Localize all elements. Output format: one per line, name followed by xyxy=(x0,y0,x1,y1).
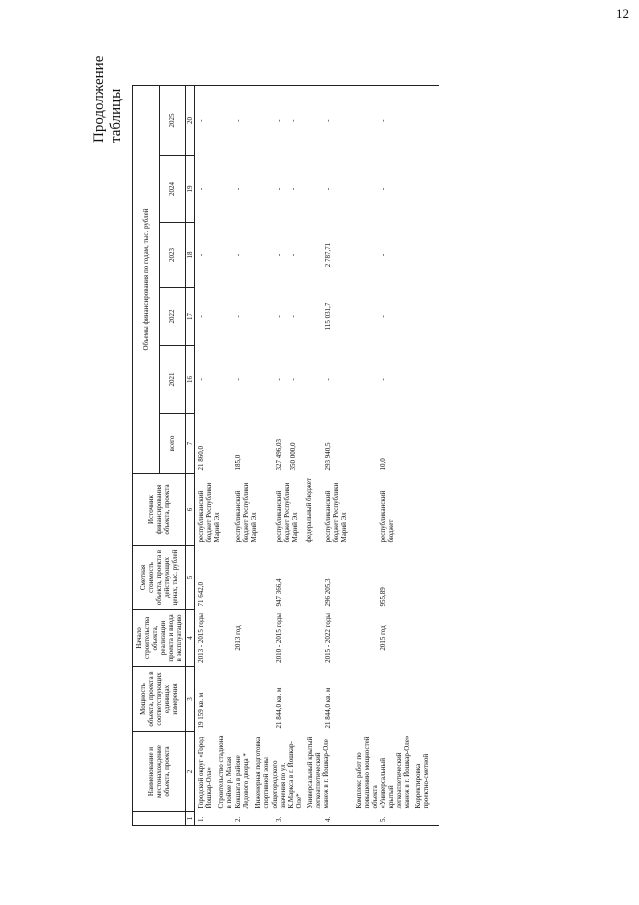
funding-y2025: - xyxy=(379,119,388,122)
object-capacity xyxy=(234,670,272,729)
row-number: 2. xyxy=(234,816,243,822)
funding-y2024: - xyxy=(275,187,284,191)
column-number-row xyxy=(186,86,195,826)
year-block xyxy=(234,349,272,411)
object-cost: 71 642,0 xyxy=(197,582,206,607)
funding-source: республиканский бюджет Республики Марий Эл xyxy=(275,482,300,543)
total-block xyxy=(379,417,399,471)
body-num-cell xyxy=(195,812,439,826)
funding-total: 21 860,0 xyxy=(197,446,206,471)
funding-source: республиканский бюджет Республики Марий Эл xyxy=(324,482,349,543)
page-number: 12 xyxy=(616,6,629,21)
funding-y2022: - xyxy=(197,315,206,318)
object-name: Корректировка проектно-сметной xyxy=(414,753,431,809)
funding-y2021: - xyxy=(197,378,206,381)
object-name: Инженерная подготовка спортивной зоны общегородского значения по ул. К.Маркса в г. Йошкар-Оле* xyxy=(254,736,303,809)
sources-block xyxy=(275,477,321,543)
header-cell-start: Начало строительства объекта, реализации проекта и ввода в эксплуатацию xyxy=(133,610,186,667)
object-capacity: 19 159 кв. м xyxy=(197,692,206,729)
col-number: 6 xyxy=(186,474,195,546)
year-block xyxy=(379,89,399,153)
year-block xyxy=(197,291,231,343)
object-name: Универсальный крытый легкоатлетический манеж в г. Йошкар-Оле xyxy=(305,736,330,809)
funding-y2021: - xyxy=(275,378,284,381)
funding-y2023: - xyxy=(197,253,206,257)
col-number: 2 xyxy=(186,732,195,812)
funding-source: республиканский бюджет xyxy=(379,490,396,543)
funding-y2023: - xyxy=(275,253,284,257)
object-start: 2015 год xyxy=(379,625,388,651)
object-name: Строительство стадиона в пойме р. Малая Кокшага в районе Ледового дворца * xyxy=(217,735,250,809)
object-capacity xyxy=(379,670,399,729)
funding-y2023: - xyxy=(289,253,298,257)
funding-total: 350 000,0 xyxy=(289,442,298,471)
year-block xyxy=(275,349,321,411)
object-start: 2013 год xyxy=(234,625,243,651)
sources-block xyxy=(197,477,231,543)
year-block xyxy=(324,349,376,411)
object-start: 2013 - 2015 годы xyxy=(197,613,206,663)
funding-y2022: - xyxy=(289,315,298,318)
year-block xyxy=(379,159,399,220)
year-block xyxy=(275,291,321,343)
year-block xyxy=(197,349,231,411)
row-number: 5. xyxy=(379,816,388,822)
row-number: 4. xyxy=(324,816,333,822)
sources-block xyxy=(324,477,376,543)
sources-block xyxy=(234,477,272,543)
header-cell-2021: 2021 xyxy=(159,346,186,414)
year-block xyxy=(275,89,321,153)
header-cell-num xyxy=(133,812,186,826)
funding-y2024: - xyxy=(379,187,388,191)
continuation-title: Продолжение таблицы xyxy=(91,55,124,143)
sources-block xyxy=(379,477,399,543)
funding-y2025: - xyxy=(289,119,298,122)
body-name-cell xyxy=(195,732,439,812)
header-cell-2024: 2024 xyxy=(159,156,186,223)
object-cost: 947 366,4 xyxy=(275,578,284,607)
object-capacity: 21 844,0 кв. м xyxy=(324,687,333,729)
col-number: 18 xyxy=(186,223,195,288)
funding-source: республиканский бюджет Республики Марий Эл xyxy=(234,482,259,543)
object-start: 2015 - 2022 годы xyxy=(324,613,333,663)
header-cell-funding-group: Объемы финансирования по годам, тыс. рублей xyxy=(133,86,160,474)
col-number: 17 xyxy=(186,288,195,346)
col-number: 3 xyxy=(186,667,195,732)
funding-y2024: - xyxy=(197,187,206,191)
object-cost xyxy=(234,549,272,607)
funding-y2024: - xyxy=(289,187,298,191)
funding-y2025: - xyxy=(234,119,243,122)
col-number: 5 xyxy=(186,546,195,610)
year-block xyxy=(379,349,399,411)
funding-total: 185,0 xyxy=(234,454,243,471)
year-block xyxy=(379,226,399,285)
funding-y2023: 2 787,71 xyxy=(324,242,333,268)
funding-y2021: - xyxy=(289,378,298,381)
funding-y2025: - xyxy=(197,119,206,122)
col-number: 7 xyxy=(186,414,195,474)
header-row-1 xyxy=(133,86,160,826)
year-block xyxy=(197,89,231,153)
total-block xyxy=(197,417,231,471)
year-block xyxy=(275,159,321,220)
total-block xyxy=(324,417,376,471)
header-cell-name: Наименование и местонахождение объекта, проекта xyxy=(133,732,186,812)
header-cell-2025: 2025 xyxy=(159,86,186,156)
row-number: 3. xyxy=(275,816,284,822)
funding-y2023: - xyxy=(234,253,243,257)
funding-y2022: - xyxy=(234,315,243,318)
funding-y2025: - xyxy=(324,119,333,122)
funding-y2025: - xyxy=(275,119,284,122)
funding-total: 327 496,03 xyxy=(275,439,284,471)
header-cell-2023: 2023 xyxy=(159,223,186,288)
funding-y2021: - xyxy=(379,378,388,381)
funding-y2024: - xyxy=(234,187,243,191)
header-cell-capacity: Мощность объекта, проекта в соответствующих единицах измерения xyxy=(133,667,186,732)
year-block xyxy=(197,159,231,220)
funding-source: республиканский бюджет Республики Марий Эл xyxy=(197,482,222,543)
funding-y2022: - xyxy=(379,315,388,318)
object-cost: 296 205,3 xyxy=(324,578,333,607)
year-block xyxy=(234,89,272,153)
funding-source: федеральный бюджет xyxy=(305,478,314,543)
funding-total: 293 940,5 xyxy=(324,442,333,471)
total-block xyxy=(234,417,272,471)
col-number: 1 xyxy=(186,812,195,826)
funding-total: 10,0 xyxy=(379,458,388,471)
year-block xyxy=(324,159,376,220)
funding-y2021: - xyxy=(234,378,243,381)
row-number: 1. xyxy=(197,816,206,822)
header-cell-source: Источник финансирования объекта, проекта xyxy=(133,474,186,546)
year-block xyxy=(324,291,376,343)
year-block xyxy=(234,226,272,285)
section-title: Городской округ «Город Йошкар-Ола» xyxy=(197,736,214,809)
year-block xyxy=(379,291,399,343)
year-block xyxy=(234,159,272,220)
financing-table xyxy=(132,85,439,826)
total-block xyxy=(275,417,321,471)
header-cell-cost: Сметная стоимость объекта, проекта в действующих ценах, тыс. рублей xyxy=(133,546,186,610)
header-cell-2022: 2022 xyxy=(159,288,186,346)
funding-y2022: 115 031,7 xyxy=(324,302,333,331)
header-cell-total: всего xyxy=(159,414,186,474)
object-cost: 955,89 xyxy=(379,587,388,607)
year-block xyxy=(275,226,321,285)
object-name: Комплекс работ по повышению мощностей объекта «Универсальный крытый легкоатлетический манеж в г. Йошкар-Оле» xyxy=(354,735,411,809)
col-number: 19 xyxy=(186,156,195,223)
year-block xyxy=(234,291,272,343)
funding-y2024: - xyxy=(324,187,333,191)
year-block xyxy=(324,89,376,153)
object-start: 2010 - 2015 годы xyxy=(275,613,284,663)
year-block xyxy=(324,226,376,285)
funding-y2023: - xyxy=(379,253,388,257)
funding-y2021: - xyxy=(324,378,333,381)
funding-y2022: - xyxy=(275,315,284,318)
col-number: 20 xyxy=(186,86,195,156)
year-block xyxy=(197,226,231,285)
object-capacity: 21 844,0 кв. м xyxy=(275,687,284,729)
table-body-row xyxy=(195,86,439,826)
col-number: 4 xyxy=(186,610,195,667)
col-number: 16 xyxy=(186,346,195,414)
